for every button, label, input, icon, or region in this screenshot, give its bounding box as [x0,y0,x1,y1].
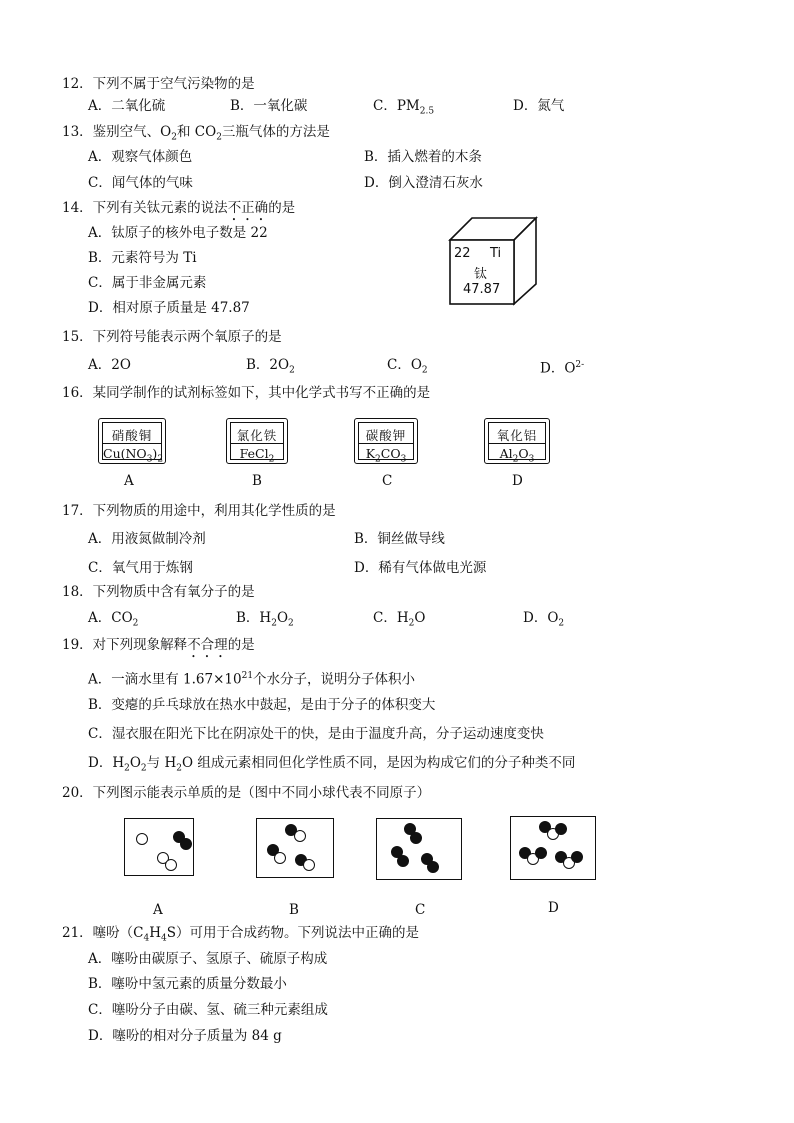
atom-black [397,855,409,867]
q16-stem: 16．某同学制作的试剂标签如下，其中化学式书写不正确的是 [62,385,431,401]
atom-black [555,823,567,835]
q15-option-b: B．$2O_2$ [246,357,295,376]
q21-option-d: D．噻吩的相对分子质量为 84 g [88,1028,282,1044]
q15-option-c: C．$O_2$ [387,357,428,376]
q18-option-d: D．$O_2$ [523,610,565,629]
q21-stem: 21．噻吩$(C_4H_4S)$可用于合成药物。下列说法中正确的是 [62,925,420,944]
q19-option-d: D．$H_2O_2$与 $H_2O$ 组成元素相同但化学性质不同，是因为构成它们的分子种类不同 [88,755,576,774]
q13-stem: 13．鉴别空气、$O_2$和 $CO_2$三瓶气体的方法是 [62,124,330,143]
q21-option-a: A．噻吩由碳原子、氢原子、硫原子构成 [88,951,328,967]
q13-option-d: D．倒入澄清石灰水 [364,175,483,191]
q15-option-a: A．2O [88,357,131,373]
q14-option-b: B．元素符号为 Ti [88,250,197,266]
atom-black [535,847,547,859]
atom-white [303,859,315,871]
label-c-name: 碳酸钾 [365,428,407,443]
atom-black [571,851,583,863]
q12-option-c: C．$PM_{2.5}$ [373,98,435,117]
particle-diagram-d [510,816,596,880]
atom-white [165,859,177,871]
q12-stem: 12．下列不属于空气污染物的是 [62,76,255,92]
label-c-letter: C [382,473,393,489]
element-symbol: Ti [490,246,502,261]
q21-option-b: B．噻吩中氢元素的质量分数最小 [88,976,287,992]
q19-option-a: A．一滴水里有 $1.67\times 10^{21}$个水分子，说明分子体积小 [88,671,416,688]
atomic-mass: 47.87 [463,282,501,297]
particle-diagram-c [376,818,462,880]
q19-option-b: B．变瘪的乒乓球放在热水中鼓起，是由于分子的体积变大 [88,697,436,713]
reagent-label-b [226,418,288,464]
label-a-formula: $Cu(NO_3)_2$ [103,446,164,465]
q19-stem: 19．对下列现象解释不合理的是 [62,637,255,653]
q12-option-b: B．一氧化碳 [230,98,308,114]
atom-black [180,838,192,850]
q19-option-c: C．湿衣服在阳光下比在阴凉处干的快，是由于温度升高，分子运动速度变快 [88,726,544,742]
particle-diagram-b [256,818,334,878]
reagent-label-c [354,418,418,464]
q21-option-c: C．噻吩分子由碳、氢、硫三种元素组成 [88,1002,328,1018]
q14-option-c: C．属于非金属元素 [88,275,207,291]
atom-black [427,861,439,873]
q14-option-a: A．钛原子的核外电子数是 22 [88,225,268,241]
label-d-letter: D [512,473,523,489]
element-name: 钛 [474,267,488,282]
q17-stem: 17．下列物质的用途中，利用其化学性质的是 [62,503,336,519]
q20-stem: 20．下列图示能表示单质的是（图中不同小球代表不同原子） [62,785,431,801]
q13-option-c: C．闻气体的气味 [88,175,193,191]
diagram-d-letter: D [548,900,559,916]
q17-option-a: A．用液氮做制冷剂 [88,531,206,547]
q18-option-a: A．$CO_2$ [88,610,139,629]
reagent-label-d [484,418,550,464]
q14-option-d: D．相对原子质量是 47.87 [88,300,250,316]
q15-option-d: D．$O^{2-}$ [540,360,585,377]
q17-option-c: C．氧气用于炼钢 [88,560,193,576]
q17-option-b: B．铜丝做导线 [354,531,445,547]
atom-white [136,833,148,845]
titanium-element-tile [446,214,546,306]
atom-black [410,832,422,844]
label-b-name: 氯化铁 [236,428,278,443]
q14-stem: 14．下列有关钛元素的说法不正确的是 [62,200,296,216]
label-a-letter: A [124,473,134,489]
q18-option-c: C．$H_2O$ [373,610,426,629]
label-d-name: 氧化铝 [496,428,538,443]
q17-option-d: D．稀有气体做电光源 [354,560,487,576]
particle-diagram-a [124,818,194,876]
q18-stem: 18．下列物质中含有氧分子的是 [62,584,255,600]
q12-option-a: A．二氧化硫 [88,98,166,114]
label-c-formula: $K_2CO_3$ [365,446,407,465]
atomic-number: 22 [454,246,471,261]
diagram-c-letter: C [415,902,426,918]
label-d-formula: $Al_2O_3$ [499,446,535,465]
diagram-a-letter: A [153,902,163,918]
reagent-label-a [98,418,166,464]
q12-option-d: D．氮气 [513,98,565,114]
q13-option-b: B．插入燃着的木条 [364,149,482,165]
label-a-name: 硝酸铜 [111,428,153,443]
q18-option-b: B．$H_2O_2$ [236,610,294,629]
atom-white [294,830,306,842]
q13-option-a: A．观察气体颜色 [88,149,193,165]
q15-stem: 15．下列符号能表示两个氧原子的是 [62,329,282,345]
label-b-formula: FeCl$_2$ [239,446,275,465]
diagram-b-letter: B [289,902,299,918]
atom-white [274,852,286,864]
label-b-letter: B [252,473,262,489]
